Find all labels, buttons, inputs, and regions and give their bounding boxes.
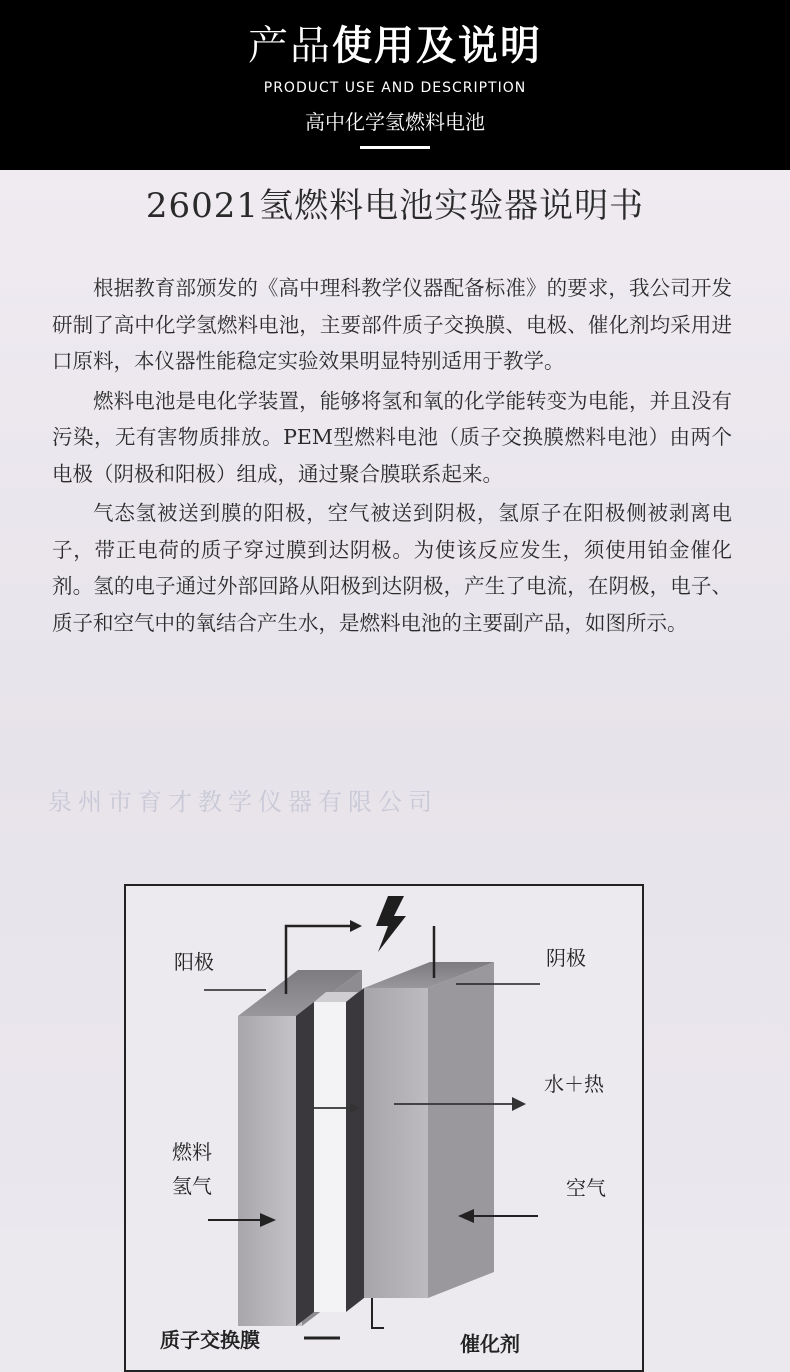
cathode-side-face [428,962,494,1298]
document-body [52,270,732,644]
label-hydrogen: 氢气 [172,1174,212,1198]
label-cathode: 阴极 [546,946,586,970]
paragraph-2: 燃料电池是电化学装置，能够将氢和氧的化学能转变为电能，并且没有污染，无有害物质排放。PEM型燃料电池（质子交换膜燃料电池）由两个电极（阴极和阳极）组成，通过聚合膜联系起来。 [52,388,732,486]
fuel-cell-diagram [124,884,644,1372]
catalyst-layer-left [296,1002,314,1326]
banner-divider [360,146,430,149]
document-title: 26021氢燃料电池实验器说明书 [145,186,645,226]
instruction-sheet [0,170,790,1356]
catalyst-layer-right [346,988,364,1312]
paragraph-1: 根据教育部颁发的《高中理科教学仪器配备标准》的要求，我公司开发研制了高中化学氢燃料电池，主要部件质子交换膜、电极、催化剂均采用进口原料，本仪器性能稳定实验效果明显特别适用于教学。 [52,276,732,373]
banner-title [0,18,790,74]
circuit-arrow-head [350,920,362,932]
banner-title-bold: 使用及说明 [332,23,542,69]
catalyst-leader [372,1298,384,1328]
header-banner [0,0,790,170]
label-membrane: 质子交换膜 [160,1328,260,1352]
lightning-icon [376,896,406,952]
label-fuel: 燃料 [172,1140,212,1164]
banner-subtitle: PRODUCT USE AND DESCRIPTION [263,80,527,96]
cathode-front-face [364,988,428,1298]
paragraph-3: 气态氢被送到膜的阳极，空气被送到阴极，氢原子在阳极侧被剥离电子，带正电荷的质子穿过膜到达阴极。为使该反应发生，须使用铂金催化剂。氢的电子通过外部回路从阳极到达阴极，产生了电流，在阴极，电子、质子和空气中的氧结合产生水，是燃料电池的主要副产品，如图所示。 [52,501,732,635]
watermark: 泉州市育才教学仪器有限公司 [48,788,438,816]
membrane-front [314,1002,346,1312]
banner-title-light: 产品 [248,23,332,69]
banner-product-name: 高中化学氢燃料电池 [305,110,485,134]
anode-front-face [238,1016,302,1326]
label-water-heat: 水＋热 [544,1072,604,1096]
water-heat-arrow [512,1097,526,1111]
label-anode: 阳极 [174,950,214,974]
label-air: 空气 [566,1176,606,1200]
label-catalyst: 催化剂 [460,1332,520,1356]
